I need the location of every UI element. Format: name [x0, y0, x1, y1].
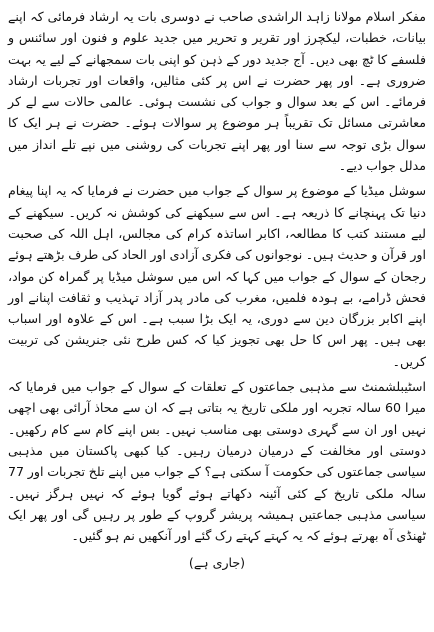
article-paragraph-3: اسٹیبلشمنٹ سے مذہبی جماعتوں کے تعلقات کے سوال کے جواب میں فرمایا کہ میرا 60 سالہ تجربہ اور ملکی تاریخ یہ بتاتی ہے کہ ان سے محاذ آرائی بھی اچھی نہیں اور ان سے گہری دوستی بھی مناسب نہیں۔ بس اپنے کام سے کام رکھیں۔ دوستی اور مخالفت کے درمیان درمیان رہیں۔ کیا کبھی پاکستان میں مذہبی سیاسی جماعتوں کی حکومت آ سکتی ہے؟ کے جواب میں اپنے تلخ تجربات اور 77 سالہ ملکی تاریخ کے کئی آئینہ دکھاتے ہوئے گویا ہوئے کہ نہیں ہرگز نہیں۔ سیاسی مذہبی جماعتیں ہمیشہ پریشر گروپ کے طور پر رہیں گی اور پھر ایک ٹھنڈی آہ بھرتے ہوئے کہ یہ کہتے کہتے رک گئے اور آنکھیں نم ہو گئیں۔ — [8, 379, 427, 544]
article-paragraph-2: سوشل میڈیا کے موضوع پر سوال کے جواب میں حضرت نے فرمایا کہ یہ اپنا پیغام دنیا تک پہنچانے کا ذریعہ ہے۔ اس سے سیکھنے کی کوشش نہ کریں۔ سیکھنے کے لیے مستند کتب کا مطالعہ، اکابر اساتذہ کرام کی مجالس، اہل اللہ کی صحبت اور قرآن و حدیث ہیں۔ نوجوانوں کی فکری آزادی اور الحاد کی طرف بڑھتے ہوئے رجحان کے سوال کے جواب میں کہا کہ اس میں سوشل میڈیا پر گمراہ کن مواد، فحش ڈرامے، بے ہودہ فلمیں، مغرب کی مادر پدر آزاد تہذیب و ثقافت اپنانے اور اپنے اکابر بزرگان دین سے دوری، یہ ایک بڑا سبب ہے۔ اس کے علاوہ اور اسباب بھی ہیں۔ پھر اس کا حل بھی تجویز کیا کہ کس طرح نئی جنریشن کی تربیت کریں۔ — [8, 183, 426, 369]
article-paragraph-1: مفکر اسلام مولانا زاہد الراشدی صاحب نے دوسری بات یہ ارشاد فرمائی کہ اپنے بیانات، خطبات، لیکچرز اور تقریر و تحریر میں جدید علوم و فنون اور سائنس و فلسفے کا ٹچ بھی دیں۔ آج جدید دور کے ذہن کو اپنی بات سمجھانے کے لیے یہ بہت ضروری ہے۔ اور پھر حضرت نے اس پر کئی مثالیں، واقعات اور تجربات ارشاد فرمائے۔ اس کے بعد سوال و جواب کی نشست ہوئی۔ عالمی حالات سے لے کر معاشرتی مسائل تک تقریباً ہر موضوع پر سوالات ہوئے۔ حضرت نے ہر ایک کا سوال بڑی توجہ سے سنا اور پھر اپنے تجربات کی روشنی میں نپے تلے انداز میں مدلل جواب دیے۔ — [8, 9, 426, 174]
continued-label: (جاری ہے) — [188, 555, 246, 571]
